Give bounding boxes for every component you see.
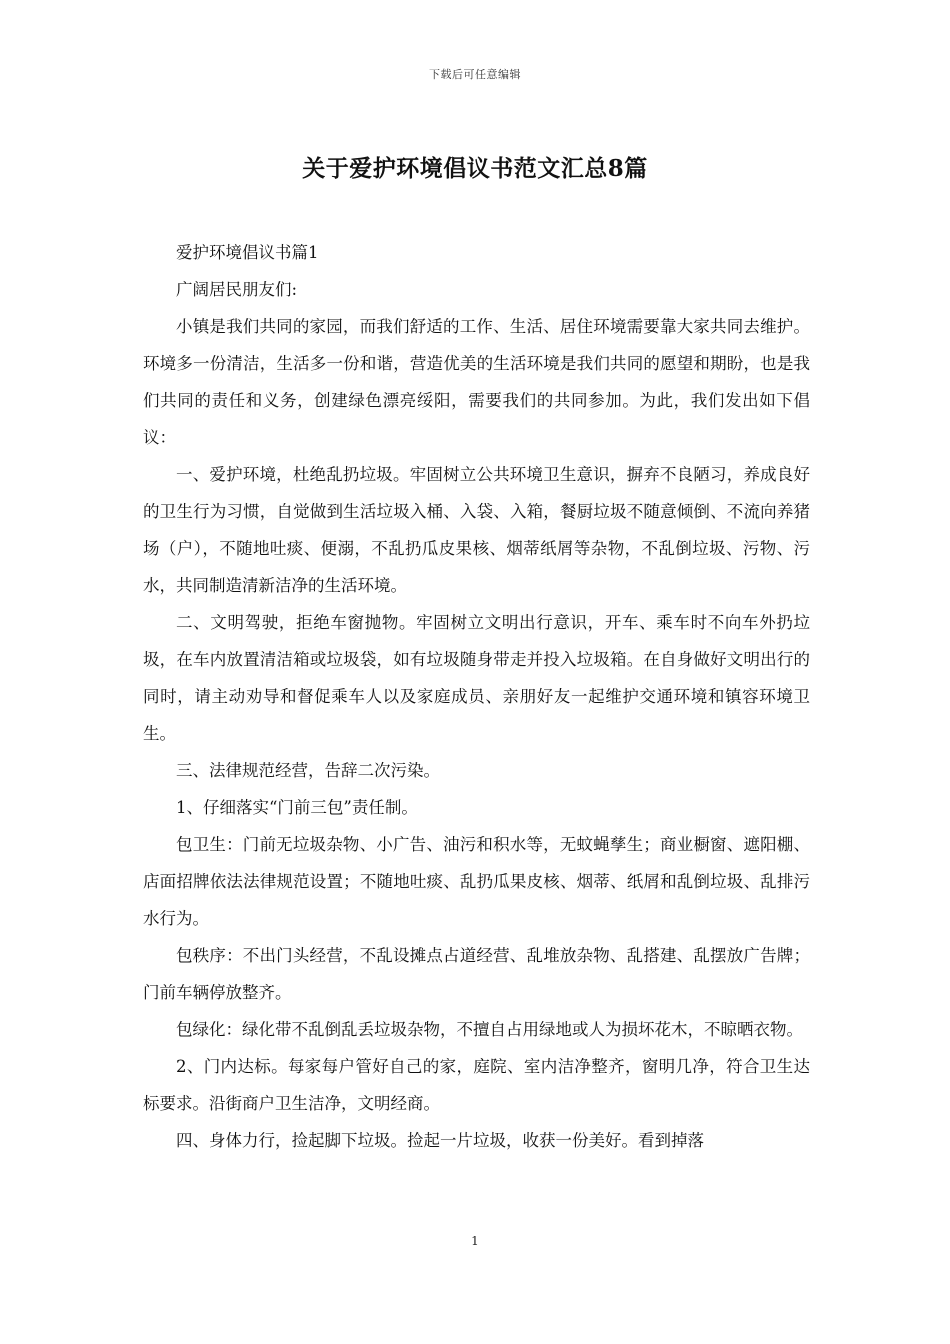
section-heading: 爱护环境倡议书篇1	[176, 243, 319, 262]
body-paragraph: 二、文明驾驶，拒绝车窗抛物。牢固树立文明出行意识，开车、乘车时不向车外扔垃圾，在车内放置清洁箱或垃圾袋，如有垃圾随身带走并投入垃圾箱。在自身做好文明出行的同时，请主动劝导和督促乘车人以及家庭成员、亲朋好友一起维护交通环境和镇容环境卫生。	[143, 613, 810, 743]
page-header-note: 下载后可任意编辑	[429, 68, 521, 81]
body-paragraph: 三、法律规范经营，告辞二次污染。	[176, 761, 440, 780]
salutation: 广阔居民朋友们:	[176, 280, 298, 299]
body-paragraph: 包绿化：绿化带不乱倒乱丢垃圾杂物，不擅自占用绿地或人为损坏花木，不晾晒衣物。	[176, 1020, 803, 1039]
body-paragraph: 包卫生：门前无垃圾杂物、小广告、油污和积水等，无蚊蝇孳生；商业橱窗、遮阳棚、店面招牌依法法律规范设置；不随地吐痰、乱扔瓜果皮核、烟蒂、纸屑和乱倒垃圾、乱排污水行为。	[143, 835, 810, 928]
body-paragraph: 四、身体力行，捡起脚下垃圾。捡起一片垃圾，收获一份美好。看到掉落	[176, 1131, 704, 1150]
body-paragraph: 包秩序：不出门头经营，不乱设摊点占道经营、乱堆放杂物、乱搭建、乱摆放广告牌；门前车辆停放整齐。	[143, 946, 810, 1002]
document-title: 关于爱护环境倡议书范文汇总8篇	[302, 155, 648, 182]
page-number: 1	[471, 1234, 479, 1248]
document-body	[143, 234, 810, 1159]
body-paragraph: 一、爱护环境，杜绝乱扔垃圾。牢固树立公共环境卫生意识，摒弃不良陋习，养成良好的卫生行为习惯，自觉做到生活垃圾入桶、入袋、入箱，餐厨垃圾不随意倾倒、不流向养猪场（户），不随地吐痰、便溺，不乱扔瓜皮果核、烟蒂纸屑等杂物，不乱倒垃圾、污物、污水，共同制造清新洁净的生活环境。	[143, 465, 810, 595]
body-paragraph: 1、仔细落实“门前三包”责任制。	[176, 798, 418, 817]
body-paragraph: 2、门内达标。每家每户管好自己的家，庭院、室内洁净整齐，窗明几净，符合卫生达标要求。沿街商户卫生洁净，文明经商。	[143, 1057, 810, 1113]
body-paragraph: 小镇是我们共同的家园，而我们舒适的工作、生活、居住环境需要靠大家共同去维护。环境多一份清洁，生活多一份和谐，营造优美的生活环境是我们共同的愿望和期盼，也是我们共同的责任和义务，创建绿色漂亮绥阳，需要我们的共同参加。为此，我们发出如下倡议：	[143, 317, 810, 447]
